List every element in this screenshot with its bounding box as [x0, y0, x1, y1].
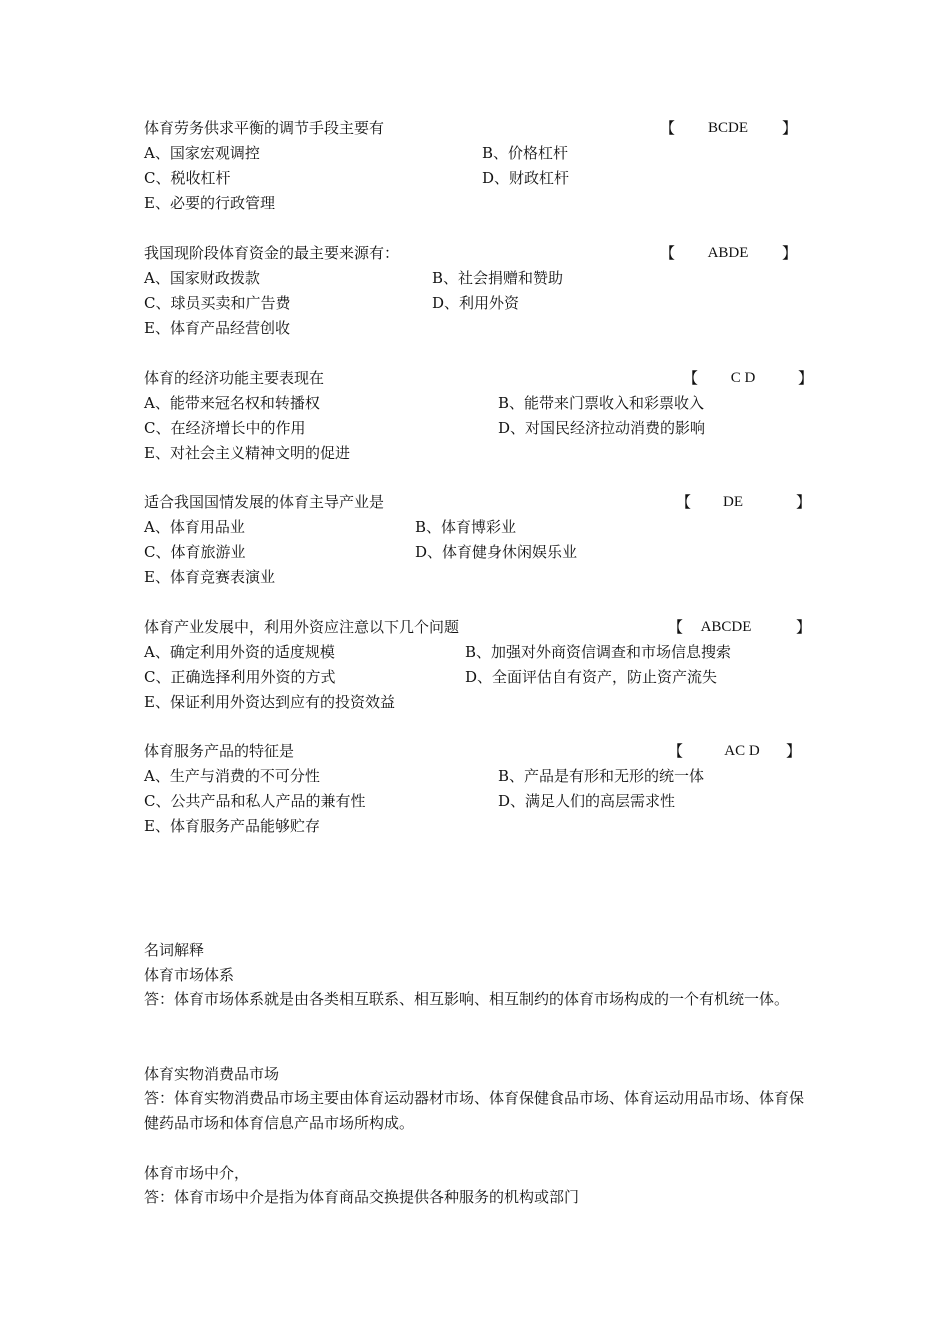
option-e: E、体育服务产品能够贮存: [144, 817, 320, 835]
question-stem: 我国现阶段体育资金的最主要来源有：: [144, 244, 400, 262]
option-e: E、对社会主义精神文明的促进: [144, 444, 350, 462]
answer-bracket-left: 【: [660, 119, 676, 137]
option-e: E、体育竞赛表演业: [144, 568, 275, 586]
answer-bracket-left: 【: [676, 493, 692, 511]
option-d: D、对国民经济拉动消费的影响: [498, 419, 706, 437]
option-d: D、利用外资: [432, 294, 520, 312]
option-b: B、产品是有形和无形的统一体: [498, 767, 705, 785]
option-e: E、体育产品经营创收: [144, 319, 290, 337]
answer-key: BCDE: [707, 120, 748, 136]
section-title: 名词解释: [144, 941, 205, 959]
option-e: E、保证利用外资达到应有的投资效益: [144, 693, 395, 711]
answer-key: ABDE: [707, 245, 749, 261]
option-c: C、球员买卖和广告费: [144, 294, 291, 312]
term-answer: 答：体育市场体系就是由各类相互联系、相互影响、相互制约的体育市场构成的一个有机统一体。: [144, 990, 790, 1008]
option-c: C、在经济增长中的作用: [144, 419, 306, 437]
answer-bracket-left: 【: [660, 244, 676, 262]
term-heading: 体育市场体系: [144, 966, 235, 984]
option-d: D、财政杠杆: [482, 169, 570, 187]
option-c: C、正确选择利用外资的方式: [144, 668, 336, 686]
answer-bracket-left: 【: [668, 618, 684, 636]
option-a: A、体育用品业: [144, 518, 245, 536]
option-d: D、体育健身休闲娱乐业: [415, 543, 578, 561]
answer-bracket-right: 】: [798, 369, 814, 387]
option-a: A、确定利用外资的适度规模: [144, 643, 335, 661]
option-c: C、税收杠杆: [144, 169, 231, 187]
option-c: C、体育旅游业: [144, 543, 246, 561]
term-answer: 答：体育实物消费品市场主要由体育运动器材市场、体育保健食品市场、体育运动用品市场、体育保健药品市场和体育信息产品市场所构成。: [144, 1089, 805, 1132]
question-stem: 体育服务产品的特征是: [144, 742, 295, 760]
answer-bracket-right: 】: [786, 742, 802, 760]
answer-key: ABCDE: [700, 619, 752, 635]
term-heading: 体育实物消费品市场: [144, 1065, 280, 1083]
option-a: A、国家宏观调控: [144, 144, 260, 162]
option-a: A、国家财政拨款: [144, 269, 260, 287]
answer-bracket-right: 】: [782, 119, 798, 137]
option-e: E、必要的行政管理: [144, 194, 275, 212]
option-a: A、能带来冠名权和转播权: [144, 394, 320, 412]
option-b: B、社会捐赠和赞助: [432, 269, 564, 287]
answer-bracket-right: 】: [796, 618, 812, 636]
answer-bracket-right: 】: [796, 493, 812, 511]
question-stem: 体育劳务供求平衡的调节手段主要有: [144, 119, 385, 137]
question-stem: 体育产业发展中，利用外资应注意以下几个问题: [144, 618, 460, 636]
option-c: C、公共产品和私人产品的兼有性: [144, 792, 366, 810]
option-d: D、全面评估自有资产，防止资产流失: [465, 668, 718, 686]
option-b: B、加强对外商资信调查和市场信息搜索: [465, 643, 732, 661]
option-b: B、能带来门票收入和彩票收入: [498, 394, 705, 412]
answer-bracket-left: 【: [683, 369, 699, 387]
option-d: D、满足人们的高层需求性: [498, 792, 676, 810]
answer-key: AC D: [724, 743, 760, 759]
answer-bracket-left: 【: [668, 742, 684, 760]
option-b: B、体育博彩业: [415, 518, 517, 536]
term-answer: 答：体育市场中介是指为体育商品交换提供各种服务的机构或部门: [144, 1188, 580, 1206]
question-stem: 适合我国国情发展的体育主导产业是: [144, 493, 385, 511]
answer-key: C D: [730, 370, 756, 386]
answer-key: DE: [723, 494, 743, 510]
question-stem: 体育的经济功能主要表现在: [144, 369, 325, 387]
answer-bracket-right: 】: [782, 244, 798, 262]
term-heading: 体育市场中介，: [144, 1164, 250, 1182]
option-b: B、价格杠杆: [482, 144, 569, 162]
option-a: A、生产与消费的不可分性: [144, 767, 320, 785]
